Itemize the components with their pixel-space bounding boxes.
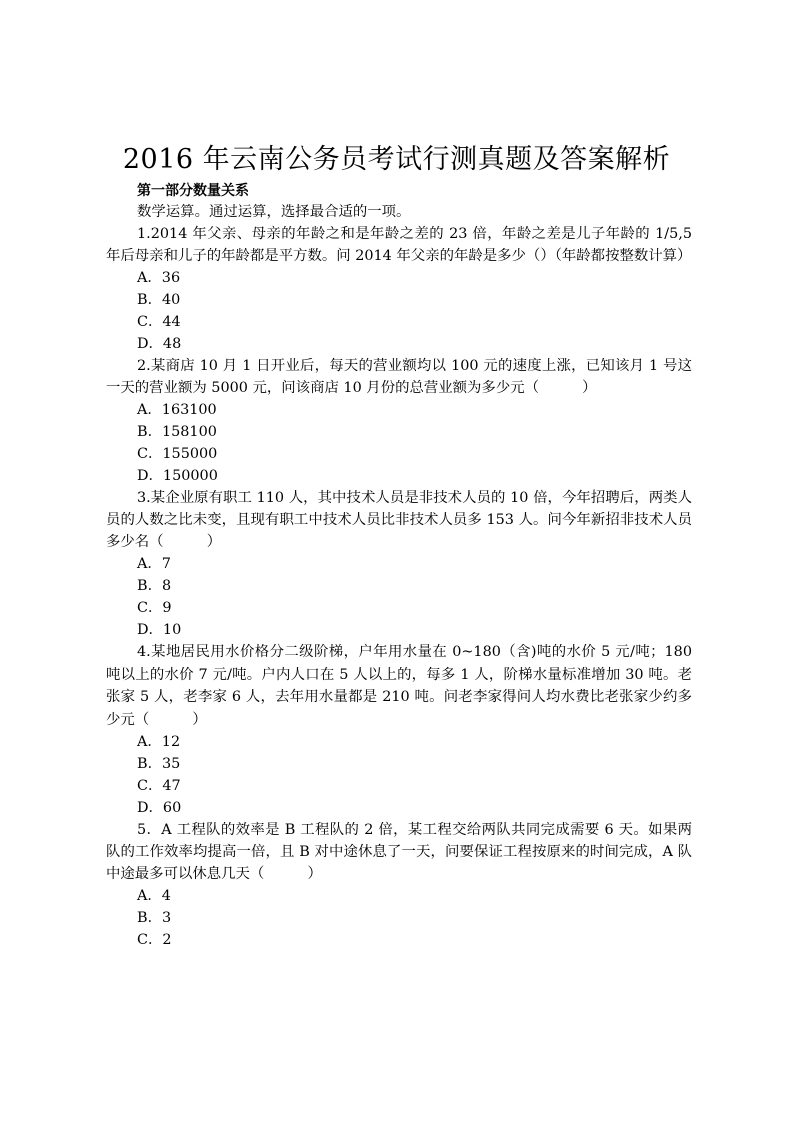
question-1 [106,223,692,355]
question-text: 3.某企业原有职工 110 人，其中技术人员是非技术人员的 10 倍，今年招聘后，两类人员的人数之比未变，且现有职工中技术人员比非技术人员多 153 人。问今年新招非技术人员多少名（ ） [106,490,692,550]
option-b: B．8 [137,578,172,594]
question-text: 1.2014 年父亲、母亲的年龄之和是年龄之差的 23 倍，年龄之差是儿子年龄的 1/5,5 年后母亲和儿子的年龄都是平方数。问 2014 年父亲的年龄是多少（）（年龄都按整数计算） [106,226,692,264]
question-4 [106,641,692,819]
document-title: 2016 年云南公务员考试行测真题及答案解析 [122,144,671,175]
intro-text: 数学运算。通过运算，选择最合适的一项。 [137,204,411,220]
option-c: C．44 [137,314,181,330]
option-c: C．47 [137,778,181,794]
option-c: C．155000 [137,446,218,462]
question-2 [106,355,692,487]
option-b: B．3 [137,910,172,926]
option-c: C．2 [137,932,172,948]
question-3 [106,487,692,641]
section-heading: 第一部分数量关系 [137,183,249,199]
option-b: B．158100 [137,424,217,440]
question-text: 2.某商店 10 月 1 日开业后，每天的营业额均以 100 元的速度上涨，已知该月 1 号这一天的营业额为 5000 元，问该商店 10 月份的总营业额为多少元（ ） [106,358,692,396]
document-body [106,201,692,951]
option-b: B．40 [137,292,181,308]
option-d: D．10 [137,622,182,638]
option-b: B．35 [137,756,181,772]
question-text: 5．A 工程队的效率是 B 工程队的 2 倍，某工程交给两队共同完成需要 6 天。如果两队的工作效率均提高一倍，且 B 对中途休息了一天，问要保证工程按原来的时间完成，A 队中途最多可以休息几天（ ） [106,822,692,882]
option-a: A．7 [137,556,171,572]
question-text: 4.某地居民用水价格分二级阶梯，户年用水量在 0~180（含)吨的水价 5 元/吨；180 吨以上的水价 7 元/吨。户内人口在 5 人以上的，每多 1 人，阶梯水量标准增加 30 吨。老张家 5 人，老李家 6 人，去年用水量都是 210 吨。问老李家得问人均水费比老张家少约多少元（ ） [106,644,692,728]
option-d: D．48 [137,336,182,352]
option-d: D．60 [137,800,182,816]
option-c: C．9 [137,600,172,616]
option-d: D．150000 [137,468,218,484]
option-a: A．163100 [137,402,217,418]
option-a: A．36 [137,270,181,286]
option-a: A．12 [137,734,181,750]
option-a: A．4 [137,888,171,904]
question-5 [106,819,692,951]
